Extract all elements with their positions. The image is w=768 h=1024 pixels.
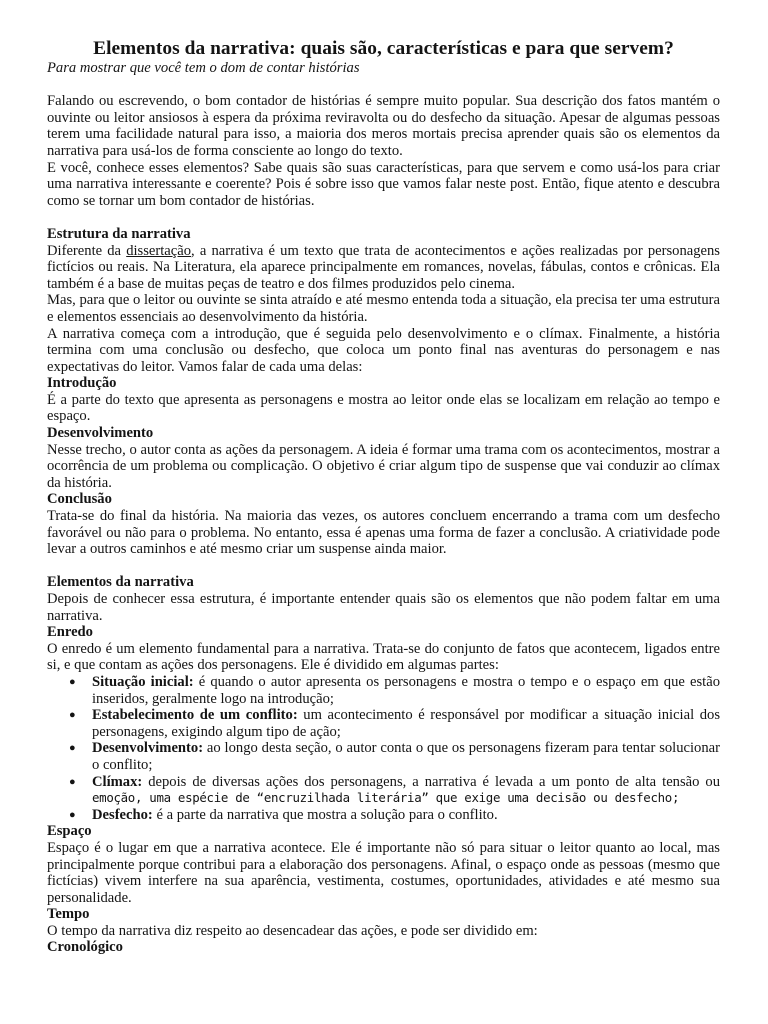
estrutura-p1-before: Diferente da — [47, 242, 127, 259]
intro-paragraph-2: E você, conhece esses elementos? Sabe quais são suas características, para que servem e como usá-los para criar uma narrativa interessante e coerente? Pois é sobre isso que vamos falar neste post. Então, fique atento e descubra como se tornar um bom contador de histórias. — [47, 159, 720, 209]
dissertacao-link[interactable]: dissertação — [126, 242, 192, 259]
spacer — [47, 77, 720, 94]
list-item-text: é quando o autor apresenta os personagens e mostra o tempo e o espaço em que estão inseridos, geralmente logo na introdução; — [92, 673, 720, 707]
list-item — [69, 673, 720, 707]
document-title: Elementos da narrativa: quais são, características e para que servem? — [93, 38, 674, 59]
list-item-text: ao longo desta seção, o autor conta o que os personagens fizeram para tentar solucionar o conflito; — [92, 740, 720, 773]
intro-paragraph-1: Falando ou escrevendo, o bom contador de histórias é sempre muito popular. Sua descrição dos fatos mantém o ouvinte ou leitor ansiosos à espera da próxima reviravolta ou do desfecho da situação. Apesar de algumas pessoas terem uma facilidade natural para isso, a maioria dos meros mortais precisa aprender quais são os elementos da narrativa para usá-los de forma consciente ao longo do texto. — [47, 93, 720, 159]
list-item-term: Desenvolvimento: — [92, 740, 204, 757]
subheading-conclusao: Conclusão — [47, 491, 112, 508]
list-item — [69, 740, 720, 773]
section-heading-elementos: Elementos da narrativa — [47, 574, 194, 591]
list-item-text: um acontecimento é responsável por modificar a situação inicial dos personagens, exigindo algum tipo de ação; — [92, 707, 721, 740]
desenvolvimento-text: Nesse trecho, o autor conta as ações da personagem. A ideia é formar uma trama com os acontecimentos, mostrar a ocorrência de um problema ou complicação. O objetivo é criar algum tipo de suspense que vai conduzir ao clímax da história. — [47, 441, 720, 491]
list-item-term: Situação inicial: — [92, 673, 194, 690]
tempo-text: O tempo da narrativa diz respeito ao desencadear das ações, e pode ser dividido em: — [47, 922, 538, 939]
estrutura-p1-after: , a narrativa é um texto que trata de acontecimentos e ações realizadas por personagens fictícios ou reais. Na Literatura, ela aparece principalmente em romances, novelas, fábulas, contos e crônicas. Ela também é a base de muitas peças de teatro e dos filmes produzidos pelo cinema. — [47, 242, 720, 292]
bullet-icon: ● — [69, 775, 76, 788]
bullet-icon: ● — [69, 709, 76, 722]
subheading-enredo: Enredo — [47, 624, 93, 641]
list-item — [69, 707, 721, 740]
list-item-text-tail: emoção, uma espécie de “encruzilhada literária” que exige uma decisão ou desfecho; — [92, 790, 680, 806]
list-item — [69, 806, 720, 824]
subheading-tempo: Tempo — [47, 906, 90, 923]
document-subtitle: Para mostrar que você tem o dom de contar histórias — [47, 60, 360, 76]
estrutura-paragraph-1 — [47, 243, 720, 293]
bullet-icon: ● — [69, 808, 76, 821]
subheading-espaco: Espaço — [47, 823, 92, 840]
list-item-term: Estabelecimento de um conflito: — [92, 707, 298, 724]
subheading-desenvolvimento: Desenvolvimento — [47, 425, 154, 442]
list-item-text: é a parte da narrativa que mostra a solução para o conflito. — [152, 806, 498, 823]
list-item-text: depois de diversas ações dos personagens, a narrativa é levada a um ponto de alta tensão ou — [142, 773, 720, 790]
spacer — [47, 558, 720, 575]
bullet-icon: ● — [69, 675, 76, 688]
elementos-intro: Depois de conhecer essa estrutura, é importante entender quais são os elementos que não podem faltar em uma narrativa. — [47, 591, 720, 624]
list-item — [69, 773, 720, 807]
spacer — [47, 209, 720, 226]
bullet-icon: ● — [69, 742, 76, 755]
list-item-term: Desfecho: — [92, 806, 153, 823]
subheading-cronologico: Cronológico — [47, 939, 123, 956]
espaco-text: Espaço é o lugar em que a narrativa acontece. Ele é importante não só para situar o leitor quanto ao local, mas principalmente porque contribui para a elaboração dos personagens. Afinal, o espaço onde as pessoas (mesmo que fictícias) vivem interfere na sua aparência, vestimenta, costumes, oportunidades, atividades e até mesmo sua personalidade. — [47, 839, 720, 906]
introducao-text: É a parte do texto que apresenta as personagens e mostra ao leitor onde elas se localizam em relação ao tempo e espaço. — [47, 391, 720, 425]
section-heading-estrutura: Estrutura da narrativa — [47, 225, 191, 242]
conclusao-text: Trata-se do final da história. Na maioria das vezes, os autores concluem encerrando a trama com um desfecho favorável ou não para o problema. No entanto, essa é apenas uma forma de fazer a conclusão. A criatividade pode levar a outros caminhos e até mesmo criar um suspense ainda maior. — [47, 508, 720, 558]
enredo-parts-list — [47, 674, 720, 823]
subheading-introducao: Introdução — [47, 375, 117, 392]
estrutura-paragraph-3: A narrativa começa com a introdução, que é seguida pelo desenvolvimento e o clímax. Finalmente, a história termina com uma conclusão ou desfecho, que coloca um ponto final nas aventuras do personagem e nas expectativas do leitor. Vamos falar de cada uma delas: — [47, 325, 720, 375]
enredo-text: O enredo é um elemento fundamental para a narrativa. Trata-se do conjunto de fatos que acontecem, ligados entre si, e que contam as ações dos personagens. Ele é dividido em algumas partes: — [47, 640, 720, 674]
estrutura-paragraph-2: Mas, para que o leitor ou ouvinte se sinta atraído e até mesmo entenda toda a situação, ela precisa ter uma estrutura e elementos essenciais ao desenvolvimento da história. — [47, 292, 720, 325]
list-item-term: Clímax: — [92, 773, 143, 790]
